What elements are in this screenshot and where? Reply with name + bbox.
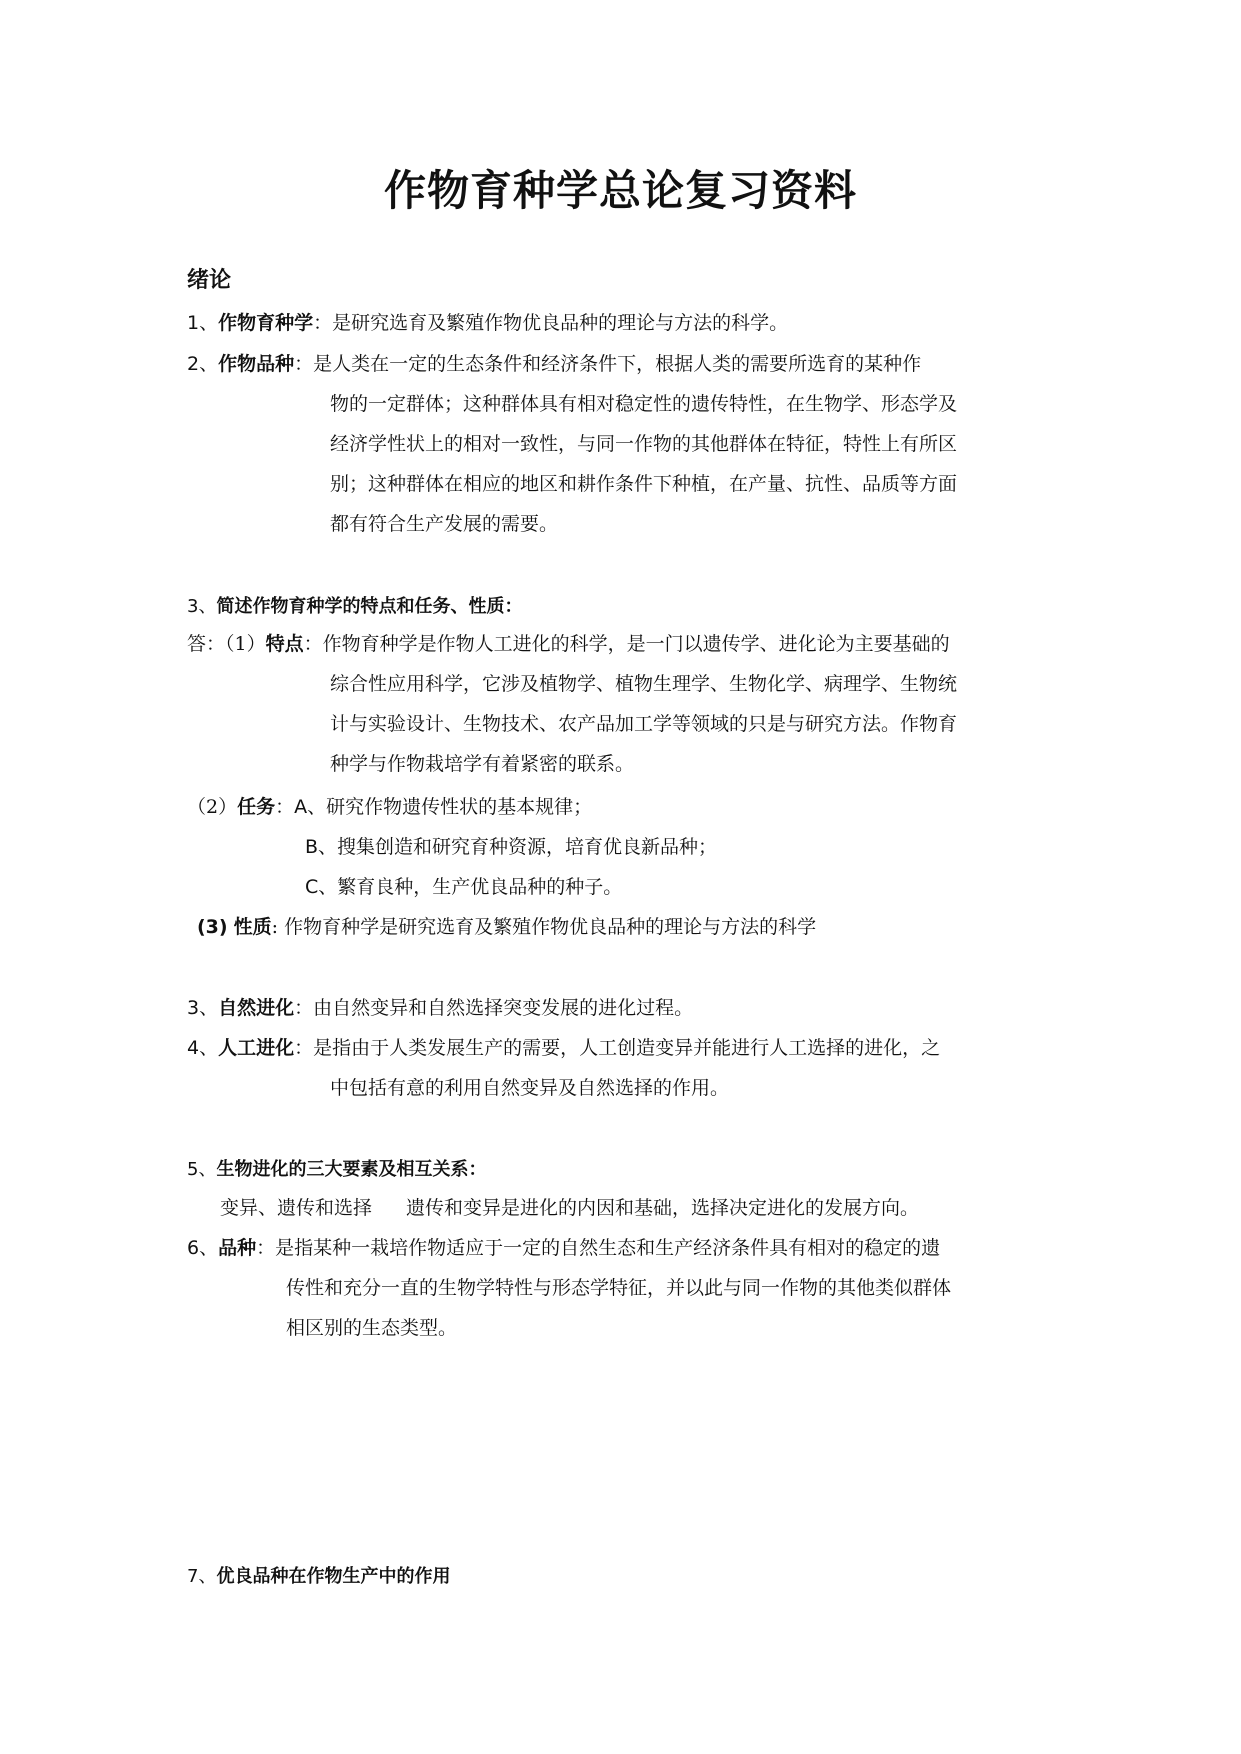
item-number: 1、 [187,312,219,334]
colon: ： [303,633,323,655]
definition-line: 是指某种一栽培作物适应于一定的自然生态和生产经济条件具有相对的稳定的遗 [275,1237,941,1259]
task-letter: B、 [305,836,338,858]
nature-text: 作物育种学是研究选育及繁殖作物优良品种的理论与方法的科学 [284,916,817,938]
question-text: 优良品种在作物生产中的作用 [216,1566,451,1587]
task-letter: A、 [294,796,327,818]
answer-nature [197,914,816,940]
answer-5 [220,1195,919,1221]
term: 任务 [237,796,276,818]
definition-line: 中包括有意的利用自然变异及自然选择的作用。 [330,1077,730,1099]
term: 作物品种 [218,353,295,375]
task-text: 研究作物遗传性状的基本规律； [326,796,593,818]
answer-part: 变异、遗传和选择 [220,1197,373,1219]
definition-line: 相区别的生态类型。 [286,1317,458,1339]
definition-line: 传性和充分一直的生物学特性与形态学特征，并以此与同一作物的其他类似群体 [286,1277,952,1299]
definition-line: 经济学性状上的相对一致性，与同一作物的其他群体在特征，特性上有所区 [330,433,958,455]
task-text: 繁育良种，生产优良品种的种子。 [337,876,623,898]
definition-line: 都有符合生产发展的需要。 [330,513,559,535]
answer-task [187,794,592,820]
item-number: 5、 [187,1159,217,1180]
question-text: 简述作物育种学的特点和任务、性质： [216,596,523,617]
item-number: 6、 [187,1237,219,1259]
item-number: 2、 [187,353,219,375]
definition-item-3 [187,995,693,1021]
document-title: 作物育种学总论复习资料 [383,166,857,215]
task-item [305,834,717,860]
term: 作物育种学 [218,312,314,334]
definition-item-2 [187,351,921,377]
answer-line: 种学与作物栽培学有着紧密的联系。 [330,753,635,775]
question-5 [187,1157,486,1183]
colon: ： [294,997,314,1019]
task-text: 搜集创造和研究育种资源，培育优良新品种； [337,836,718,858]
task-item [305,874,622,900]
definition-line: 是人类在一定的生态条件和经济条件下，根据人类的需要所选育的某种作 [313,353,922,375]
definition-item-6 [187,1235,940,1261]
answer-line: 计与实验设计、生物技术、农产品加工学等领域的只是与研究方法。作物育 [330,713,958,735]
nature-prefix: (3) [197,916,228,938]
question-3 [187,594,522,620]
task-letter: C、 [305,876,338,898]
definition-item-1 [187,310,788,336]
answer-line: 综合性应用科学，它涉及植物学、植物生理学、生物化学、病理学、生物统 [330,673,958,695]
answer-line: 作物育种学是作物人工进化的科学，是一门以遗传学、进化论为主要基础的 [322,633,950,655]
colon: ： [294,353,314,375]
colon: ： [256,1237,276,1259]
term: 性质 [233,916,272,938]
question-7 [187,1564,450,1590]
definition-text: 由自然变异和自然选择突变发展的进化过程。 [313,997,694,1019]
question-text: 生物进化的三大要素及相互关系： [216,1159,487,1180]
definition-line: 别；这种群体在相应的地区和耕作条件下种植，在产量、抗性、品质等方面 [330,473,958,495]
answer-prefix: 答：（1） [187,633,266,655]
definition-item-4 [187,1035,940,1061]
definition-line: 是指由于人类发展生产的需要，人工创造变异并能进行人工选择的进化，之 [313,1037,941,1059]
colon: ： [275,796,295,818]
item-number: 4、 [187,1037,219,1059]
item-number: 3、 [187,997,219,1019]
term: 特点 [265,633,304,655]
definition-line: 物的一定群体；这种群体具有相对稳定性的遗传特性，在生物学、形态学及 [330,393,958,415]
colon: : [271,916,279,938]
item-number: 3、 [187,596,217,617]
answer-part: 遗传和变异是进化的内因和基础，选择决定进化的发展方向。 [406,1197,920,1219]
term: 自然进化 [218,997,295,1019]
section-heading: 绪论 [187,268,232,293]
colon: ： [313,312,333,334]
term: 品种 [218,1237,257,1259]
definition-text: 是研究选育及繁殖作物优良品种的理论与方法的科学。 [332,312,789,334]
answer-feature [187,631,950,657]
item-number: 7、 [187,1566,217,1587]
term: 人工进化 [218,1037,295,1059]
colon: ： [294,1037,314,1059]
task-prefix: （2） [187,796,238,818]
